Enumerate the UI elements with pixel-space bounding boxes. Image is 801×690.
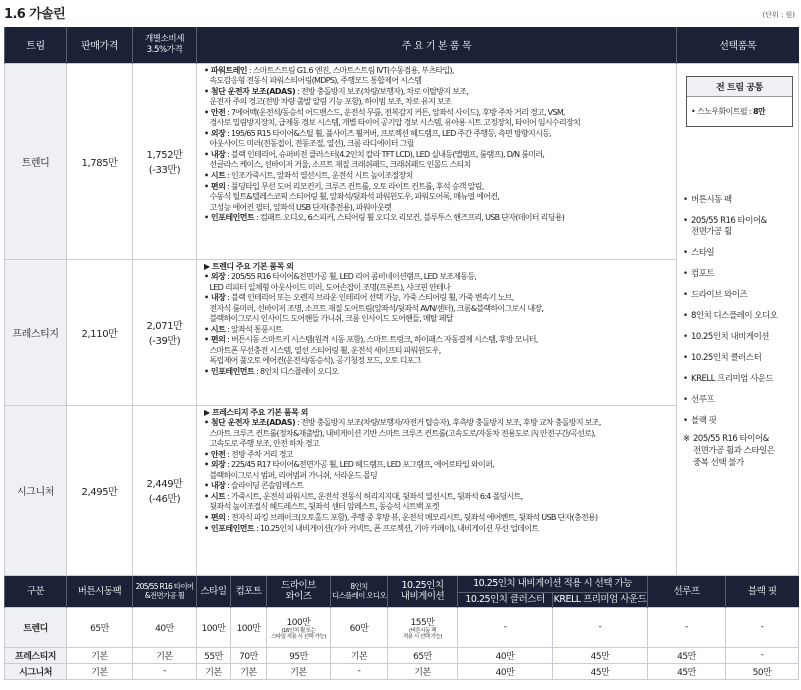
spec-label: • 시트 bbox=[204, 324, 226, 334]
cell-drive bbox=[267, 607, 331, 647]
cell-button: 기본 bbox=[67, 647, 133, 663]
spec-line bbox=[204, 314, 674, 325]
spec-line bbox=[204, 481, 674, 492]
header-tire: 205/55 R16 타이어 &전면가공 휠 bbox=[133, 576, 197, 607]
spec-text: 수동식 틸트&텔레스코픽 스티어링 휠, 앞좌석/뒷좌석 파워윈도우, 파워도어록, 매뉴얼 에어컨, bbox=[204, 192, 500, 202]
trim-tax-price bbox=[133, 405, 197, 575]
spec-line bbox=[204, 272, 674, 283]
cell-navi: 기본 bbox=[388, 663, 458, 679]
tax-price-diff: (-33만) bbox=[148, 165, 181, 176]
cell-cluster: 40만 bbox=[458, 663, 553, 679]
row-trim: 시그니처 bbox=[5, 663, 67, 679]
spec-text: : 버튼시동 스마트키 시스템(원격 시동 포함), 스마트 트렁크, 하이패스 자동결제 시스템, 후방 모니터, bbox=[225, 335, 538, 345]
trim-tax-price bbox=[133, 63, 197, 259]
spec-text: 뒷좌석 높이조절식 헤드레스트, 뒷좌석 센터 암레스트, 동승석 시트백 포켓 bbox=[204, 502, 439, 512]
trim-spec bbox=[197, 405, 677, 575]
cell-style: 기본 bbox=[197, 663, 231, 679]
header-sunroof: 선루프 bbox=[648, 576, 726, 607]
cell-krell: 45만 bbox=[553, 647, 648, 663]
spec-line bbox=[204, 418, 674, 429]
spec-line bbox=[204, 160, 674, 171]
spec-text: : 8인치 디스플레이 오디오 bbox=[254, 366, 339, 376]
trim-price: 2,110만 bbox=[67, 259, 133, 405]
row-trim: 트렌디 bbox=[5, 607, 67, 647]
spec-text: : 가죽시트, 운전석 파워시트, 운전석 전동식 허리지지대, 뒷좌석 열선시트, 뒷좌석 6:4 폴딩시트, bbox=[225, 491, 523, 501]
spec-text: : 앞좌석 통풍시트 bbox=[225, 324, 283, 334]
cell-comfort: 70만 bbox=[231, 647, 267, 663]
spec-label: • 첨단 운전자 보조(ADAS) bbox=[204, 86, 296, 96]
header-display: 8인치 디스플레이 오디오 bbox=[331, 576, 388, 607]
spec-line bbox=[204, 460, 674, 471]
spec-text: : 풀딩타입 무선 도어 리모컨키, 크루즈 컨트롤, 오토 라이트 컨트롤, 후석 승객 알림, bbox=[225, 181, 484, 191]
spec-line bbox=[204, 203, 674, 214]
spec-label: • 인포테인먼트 bbox=[204, 213, 255, 223]
spec-label: • 편의 bbox=[204, 512, 226, 522]
spec-line bbox=[204, 356, 674, 367]
spec-line bbox=[204, 118, 674, 129]
cell-style: 100만 bbox=[197, 607, 231, 647]
cell-navi-value: 155만 bbox=[410, 617, 435, 628]
table-row bbox=[5, 63, 799, 259]
list-item: • 컴포트 bbox=[683, 269, 794, 280]
spec-label: • 내장 bbox=[204, 149, 226, 159]
spec-line bbox=[204, 283, 674, 294]
spec-line bbox=[204, 213, 674, 224]
option-header-row bbox=[5, 576, 799, 592]
spec-label: • 인포테인먼트 bbox=[204, 366, 255, 376]
spec-label: • 편의 bbox=[204, 335, 226, 345]
header-comfort: 컴포트 bbox=[231, 576, 267, 607]
table-row bbox=[5, 663, 799, 679]
cell-drive: 95만 bbox=[267, 647, 331, 663]
spec-label: • 내장 bbox=[204, 293, 226, 303]
spec-label: • 안전 bbox=[204, 449, 226, 459]
header-drive-wise: 드라이브 와이즈 bbox=[267, 576, 331, 607]
cell-navi-note: (버튼시동 팩 적용 시 선택 가능) bbox=[402, 627, 443, 640]
tax-price-diff: (-46만) bbox=[148, 494, 181, 505]
spec-text: 스마트 크루즈 컨트롤(정차&재출발), 내비게이션 기반 스마트 크루즈 컨트롤(고속도로/자동차 전용도로 內 안전구간/곡선로), bbox=[204, 428, 596, 438]
list-item: • 10.25인치 클러스터 bbox=[683, 353, 794, 364]
spec-text: : 205/55 R16 타이어&전면가공 휠, LED 리어 콤비네이션램프, LED 보조제동등, bbox=[225, 272, 477, 282]
spec-line bbox=[204, 150, 674, 161]
cell-krell: 45만 bbox=[553, 663, 648, 679]
header-gubun: 구분 bbox=[5, 576, 67, 607]
cell-krell: - bbox=[553, 607, 648, 647]
spec-text: : 전자식 파킹 브레이크(오토홀드 포함), 주행 중 후방 뷰, 운전석 메모리시트, 뒷좌석 에어벤트, 뒷좌석 USB 단자(충전용) bbox=[225, 512, 598, 522]
spec-label: • 시트 bbox=[204, 170, 226, 180]
cell-navi bbox=[388, 607, 458, 647]
trim-price: 1,785만 bbox=[67, 63, 133, 259]
header-basic-items: 주 요 기 본 품 목 bbox=[197, 27, 677, 63]
spec-text: 운전자 주의 경고(전방 차량 출발 알림 기능 포함), 하이빔 보조, 차로 유지 보조 bbox=[204, 97, 452, 107]
cell-cluster: - bbox=[458, 607, 553, 647]
spec-text: 고성능 에어컨 필터, 앞좌석 USB 단자(충전용), 파워아웃렛 bbox=[204, 202, 392, 212]
spec-text: : 블랙 인테리어, 슈퍼비전 클러스터(4.2인치 칼라 TFT LCD), LED 실내등(맵램프, 룸램프), D/N 룸미러, bbox=[225, 149, 545, 159]
trim-tax-price bbox=[133, 259, 197, 405]
common-option-item: • 스노우화이트펄 : 8만 bbox=[691, 106, 766, 116]
spec-line bbox=[204, 182, 674, 193]
spec-line bbox=[204, 262, 674, 273]
unit-label: (단위 : 원) bbox=[762, 11, 795, 19]
cell-sunroof: - bbox=[648, 607, 726, 647]
list-item: • 버튼시동 팩 bbox=[683, 195, 794, 206]
spec-text: : 전방 주차 거리 경고 bbox=[225, 449, 293, 459]
cell-tire: 기본 bbox=[133, 647, 197, 663]
option-list bbox=[683, 195, 794, 469]
cell-tire: 40만 bbox=[133, 607, 197, 647]
spec-line bbox=[204, 502, 674, 513]
cell-comfort: 100만 bbox=[231, 607, 267, 647]
list-item: • 205/55 R16 타이어& 전면가공 휠 bbox=[683, 216, 794, 238]
price-table bbox=[4, 27, 799, 576]
spec-label: ▶ 프레스티지 주요 기본 품목 외 bbox=[204, 407, 308, 417]
spec-label: • 외장 bbox=[204, 460, 226, 470]
spec-line bbox=[204, 471, 674, 482]
cell-button: 기본 bbox=[67, 663, 133, 679]
spec-line bbox=[204, 408, 674, 419]
spec-line bbox=[204, 108, 674, 119]
header-krell: KRELL 프리미엄 사운드 bbox=[553, 594, 647, 605]
list-item: • 8인치 디스플레이 오디오 bbox=[683, 311, 794, 322]
spec-line bbox=[204, 97, 674, 108]
spec-text: : 인조가죽시트, 앞좌석 열선시트, 운전석 시트 높이조절장치 bbox=[225, 170, 413, 180]
trim-price: 2,495만 bbox=[67, 405, 133, 575]
table-row bbox=[5, 647, 799, 663]
spec-line bbox=[204, 129, 674, 140]
spec-text: 선글라스 케이스, 선바이저 거울, 소프트 재질 크래쉬패드, 크래쉬패드 인몰드 스티치 bbox=[204, 160, 471, 170]
spec-line bbox=[204, 450, 674, 461]
cell-blackfit: - bbox=[726, 607, 799, 647]
spec-label: • 파워트레인 bbox=[204, 65, 248, 75]
spec-text: : 225/45 R17 타이어&전면가공 휠, LED 헤드램프, LED 포그램프, 에어로타입 와이퍼, bbox=[225, 460, 494, 470]
header-tax-line1: 개별소비세 bbox=[144, 33, 185, 44]
spec-line bbox=[204, 87, 674, 98]
spec-line bbox=[204, 513, 674, 524]
common-option-label: • 스노우화이트펄 bbox=[691, 106, 747, 116]
option-column bbox=[677, 63, 799, 575]
spec-line bbox=[204, 192, 674, 203]
common-option-box bbox=[686, 76, 793, 127]
spec-line bbox=[204, 524, 674, 535]
spec-text: : 7에어백(운전석/동승석 어드밴스드, 운전석 무릎, 전복감지 커튼, 앞좌석 사이드), 후방 주차 거리 경고, VSM, bbox=[225, 107, 565, 117]
spec-text: 블랙하이그로시 인사이드 도어핸들 가니쉬, 크롬 인사이드 도어핸들, 메탈 페달 bbox=[204, 314, 453, 324]
spec-line bbox=[204, 139, 674, 150]
common-option-price: 8만 bbox=[752, 106, 766, 116]
spec-label: • 첨단 운전자 보조(ADAS) bbox=[204, 418, 296, 428]
tax-price-value: 2,449만 bbox=[146, 479, 183, 490]
cell-drive-note: (16인치 휠 또는 스타일 적용 시 선택 가능) bbox=[271, 627, 326, 640]
spec-line bbox=[204, 66, 674, 77]
trim-name: 시그니처 bbox=[5, 405, 67, 575]
spec-line bbox=[204, 171, 674, 182]
common-option-title: 전 트림 공통 bbox=[687, 77, 792, 97]
tax-price-diff: (-39만) bbox=[148, 336, 181, 347]
spec-line bbox=[204, 335, 674, 346]
option-note: ※ 205/55 R16 타이어& 전면가공 휠과 스타일은 중복 선택 불가 bbox=[683, 433, 794, 469]
list-item: • KRELL 프리미엄 사운드 bbox=[683, 374, 794, 385]
header-black-fit: 블랙 핏 bbox=[726, 576, 799, 607]
cell-tire: - bbox=[133, 663, 197, 679]
header-style: 스타일 bbox=[197, 576, 231, 607]
spec-label: ▶ 트렌디 주요 기본 품목 외 bbox=[204, 261, 294, 271]
spec-text: : 스마트스트림 G1.6 엔진, 스마트스트림 IVT(수동겸용, 부츠타입), bbox=[247, 65, 454, 75]
spec-line bbox=[204, 304, 674, 315]
spec-line bbox=[204, 76, 674, 87]
spec-text: : 블랙 인테리어 또는 오렌지 브라운 인테리어 선택 가능, 가죽 스티어링 휠, 가죽 변속기 노브, bbox=[225, 293, 514, 303]
spec-line bbox=[204, 439, 674, 450]
spec-text: 블랙하이그로시 범퍼, 리어범퍼 가니쉬, 서라운드 몰딩 bbox=[204, 470, 378, 480]
header-tax-price bbox=[133, 27, 197, 63]
table-header-row bbox=[5, 27, 799, 63]
header-options: 선택품목 bbox=[677, 27, 799, 63]
cell-style: 55만 bbox=[197, 647, 231, 663]
spec-text: 고속도로 주행 보조, 안전 하차 경고 bbox=[204, 439, 319, 449]
header-price: 판매가격 bbox=[67, 27, 133, 63]
header-navi-group: 10.25인치 내비게이션 적용 시 선택 가능 bbox=[458, 576, 648, 592]
header-tax-line2: 3.5%가격 bbox=[146, 44, 183, 55]
list-item: • 스타일 bbox=[683, 248, 794, 259]
spec-text: 경사로 밀림방지장치, 급제동 경보 시스템, 개별 타이어 공기압 경보 시스템, 유아용 시트 고정장치, 타이어 임시수리장치 bbox=[204, 118, 581, 128]
list-item: • 블랙 핏 bbox=[683, 416, 794, 427]
spec-line bbox=[204, 429, 674, 440]
cell-button: 65만 bbox=[67, 607, 133, 647]
spec-label: • 시트 bbox=[204, 491, 226, 501]
cell-sunroof: 45만 bbox=[648, 647, 726, 663]
spec-text: 전자식 룸미러, 선바이저 조명, 소프트 재질 도어트림(앞좌석/뒷좌석 AVN/센터), 크롬&블랙하이그로시 내장, bbox=[204, 303, 544, 313]
spec-text: : 195/65 R15 타이어&스틸 휠, 풀사이즈 휠커버, 프로젝션 헤드램프, LED 주간 주행등, 측면 방향지시등, bbox=[225, 128, 551, 138]
trim-spec bbox=[197, 259, 677, 405]
spec-text: 스마트폰 무선충전 시스템, 열선 스티어링 휠, 운전석 세이프티 파워윈도우, bbox=[204, 345, 441, 355]
spec-text: : 슬라이딩 콘솔암레스트 bbox=[225, 481, 304, 491]
list-item: • 선루프 bbox=[683, 395, 794, 406]
header-cluster: 10.25인치 클러스터 bbox=[458, 592, 553, 607]
spec-text: LED 리피터 일체형 아웃사이드 미러, 도어손잡이 조명(프론트), 샤크핀 안테나 bbox=[204, 282, 451, 292]
spec-text: : 컴패트 오디오, 6스피커, 스티어링 휠 오디오 리모컨, 블루투스 핸즈프리, USB 단자(데이터 리딩용) bbox=[254, 213, 565, 223]
spec-label: • 안전 bbox=[204, 107, 226, 117]
row-trim: 프레스티지 bbox=[5, 647, 67, 663]
tax-price-value: 2,071만 bbox=[146, 321, 183, 332]
page-title: 1.6 가솔린 bbox=[4, 7, 66, 22]
spec-text: : 전방 충돌방지 보조(차량/보행자), 차로 이탈방지 보조, bbox=[295, 86, 469, 96]
spec-line bbox=[204, 325, 674, 336]
cell-display: - bbox=[331, 663, 388, 679]
cell-drive: 기본 bbox=[267, 663, 331, 679]
header-trim: 트림 bbox=[5, 27, 67, 63]
list-item: • 10.25인치 내비게이션 bbox=[683, 332, 794, 343]
spec-label: • 내장 bbox=[204, 481, 226, 491]
spec-text: : 10.25인치 내비게이션(기아 커넥트, 폰 프로젝션, 기아 카페이), 내비게이션 무선 업데이트 bbox=[254, 523, 539, 533]
cell-drive-value: 100만 bbox=[286, 617, 311, 628]
table-row bbox=[5, 607, 799, 647]
cell-display: 기본 bbox=[331, 647, 388, 663]
cell-navi: 65만 bbox=[388, 647, 458, 663]
trim-name: 트렌디 bbox=[5, 63, 67, 259]
spec-text: : 전방 충돌방지 보조(차량/보행자/자전거 탑승자), 후측방 충돌방지 보조, 후방 교차 충돌방지 보조, bbox=[295, 418, 601, 428]
cell-comfort: 기본 bbox=[231, 663, 267, 679]
spec-line bbox=[204, 367, 674, 378]
spec-text: 독립제어 풀오토 에어컨(운전석/동승석), 공기청정 모드, 오토 디포그 bbox=[204, 356, 421, 366]
spec-line bbox=[204, 492, 674, 503]
spec-text: 아웃사이드 미러(전동접이, 전동조절, 열선), 크롬 라디에이터 그릴 bbox=[204, 139, 414, 149]
spec-label: • 외장 bbox=[204, 128, 226, 138]
trim-name: 프레스티지 bbox=[5, 259, 67, 405]
tax-price-value: 1,752만 bbox=[146, 150, 183, 161]
spec-line bbox=[204, 293, 674, 304]
header-navi: 10.25인치 내비게이션 bbox=[388, 576, 458, 607]
spec-line bbox=[204, 346, 674, 357]
cell-sunroof: 45만 bbox=[648, 663, 726, 679]
cell-blackfit: 50만 bbox=[726, 663, 799, 679]
spec-label: • 외장 bbox=[204, 272, 226, 282]
spec-label: • 인포테인먼트 bbox=[204, 523, 255, 533]
option-price-table bbox=[4, 576, 799, 680]
trim-spec bbox=[197, 63, 677, 259]
spec-text: 속도감응형 전동식 파워스티어링(MDPS), 주행모드 통합제어 시스템 bbox=[204, 76, 422, 86]
cell-display: 60만 bbox=[331, 607, 388, 647]
cell-cluster: 40만 bbox=[458, 647, 553, 663]
spec-label: • 편의 bbox=[204, 181, 226, 191]
header-button-pack: 버튼시동팩 bbox=[67, 576, 133, 607]
cell-blackfit: - bbox=[726, 647, 799, 663]
list-item: • 드라이브 와이즈 bbox=[683, 290, 794, 301]
